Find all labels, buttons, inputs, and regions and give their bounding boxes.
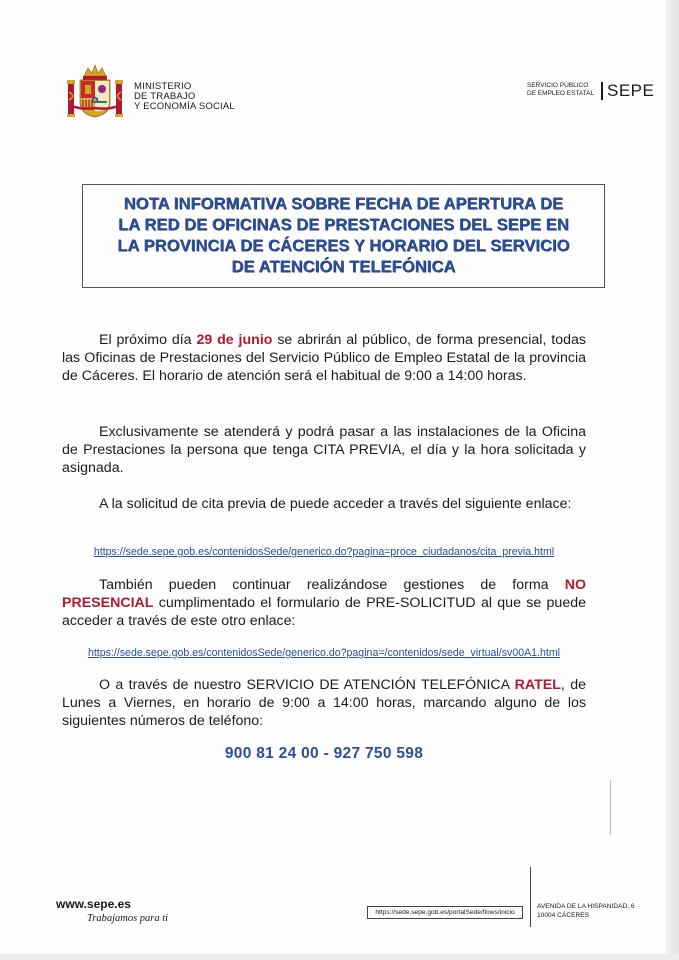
sepe-wordmark: SEPE — [607, 81, 655, 100]
spain-coat-of-arms-icon — [66, 62, 124, 120]
title-line: LA PROVINCIA DE CÁCERES Y HORARIO DEL SERVICIO — [117, 237, 570, 255]
cita-previa-link[interactable]: https://sede.sepe.gob.es/contenidosSede/generico.do?pagina=proce_ciudadanos/cita_previa.html — [93, 546, 555, 558]
ministry-line: Y ECONOMÍA SOCIAL — [134, 101, 235, 112]
title-line: DE ATENCIÓN TELEFÓNICA — [231, 258, 456, 276]
p5-text-end: , de Lunes a Viernes, en horario de 9:00 a 14:00 horas, marcando alguno de los siguientes números de teléfono: — [62, 677, 586, 729]
sepe-divider — [601, 82, 603, 100]
slogan: Trabajamos para ti — [87, 913, 169, 924]
sepe-subtitle-line: DE EMPLEO ESTATAL — [527, 90, 595, 97]
p4-text-end: cumplimentado el formulario de PRE-SOLICITUD al que se puede acceder a través de este otro enlace: — [62, 595, 586, 629]
document-title — [94, 194, 594, 278]
paragraph-cita-previa — [62, 423, 586, 477]
pre-solicitud-link[interactable]: https://sede.sepe.gob.es/contenidosSede/generico.do?pagina=/contenidos/sede_virtual/sv00A1.html — [87, 647, 561, 659]
scan-edge — [665, 0, 679, 960]
ministry-line: DE TRABAJO — [134, 91, 196, 102]
footer-portal-url[interactable]: https://sede.sepe.gob.es/portalSede/flows/inicio — [367, 906, 523, 919]
opening-date-highlight: 29 de junio — [196, 332, 273, 348]
p5-text-start: O a través de nuestro SERVICIO DE ATENCIÓN TELEFÓNICA — [99, 677, 515, 693]
title-line: LA RED DE OFICINAS DE PRESTACIONES DEL SEPE EN — [118, 216, 569, 234]
paragraph-opening-date — [62, 331, 586, 385]
address-line: 10004 CÁCERES — [537, 911, 590, 919]
ratel-highlight: RATEL — [514, 677, 561, 693]
p2-text: Exclusivamente se atenderá y podrá pasar a las instalaciones de la Oficina de Prestaciones la persona que tenga CITA PREVIA, el día y la hora solicitada y asignada. — [62, 424, 586, 476]
title-box — [82, 184, 605, 288]
website-address[interactable]: www.sepe.es — [56, 897, 131, 911]
office-address — [537, 903, 657, 920]
p3-text: A la solicitud de cita previa de puede acceder a través del siguiente enlace: — [99, 496, 572, 512]
scan-bottom-edge — [0, 954, 679, 960]
paragraph-no-presencial — [62, 576, 586, 630]
ministry-line: MINISTERIO — [134, 81, 192, 92]
ministry-name — [134, 82, 235, 112]
sepe-subtitle — [527, 82, 607, 98]
no-presencial-highlight: NO PRESENCIAL — [62, 577, 586, 611]
paragraph-link-intro — [62, 495, 586, 513]
footer-divider — [530, 867, 531, 927]
title-line: NOTA INFORMATIVA SOBRE FECHA DE APERTURA DE — [123, 195, 564, 213]
p4-text-start: También pueden continuar realizándose gestiones de forma — [99, 577, 565, 593]
p1-text-end: se abrirán al público, de forma presencial, todas las Oficinas de Prestaciones del Servicio Público de Empleo Estatal de la provincia de Cáceres. El horario de atención será el habitual de 9:00 a 14:00 horas. — [62, 332, 586, 384]
sepe-subtitle-line: SERVICIO PÚBLICO — [527, 82, 589, 89]
phone-numbers: 900 81 24 00 - 927 750 598 — [224, 745, 424, 762]
scan-artifact — [610, 780, 611, 835]
paragraph-ratel — [62, 676, 586, 730]
p1-text-start: El próximo día — [99, 332, 197, 348]
address-line: AVENIDA DE LA HISPANIDAD, 6 — [537, 903, 635, 910]
